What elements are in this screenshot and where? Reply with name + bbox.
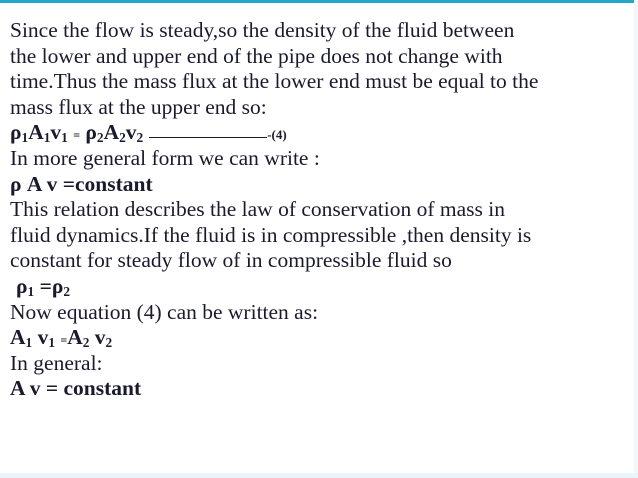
equals-sign: = bbox=[60, 333, 68, 348]
text-line: In more general form we can write : bbox=[10, 145, 320, 170]
subscript: 2 bbox=[105, 335, 113, 351]
area-symbol: A bbox=[10, 325, 26, 350]
text-line: This relation describes the law of conservation of mass in bbox=[10, 197, 505, 222]
equation-rule bbox=[149, 137, 267, 138]
text-line: fluid dynamics.If the fluid is in compressible ,then density is bbox=[10, 222, 532, 247]
density-equation bbox=[10, 274, 630, 300]
subscript: 2 bbox=[96, 130, 104, 146]
velocity-symbol: v bbox=[50, 120, 62, 145]
equation-4 bbox=[10, 120, 630, 146]
equation-tag: -(4) bbox=[267, 127, 287, 143]
text-line: Now equation (4) can be written as: bbox=[10, 299, 319, 324]
rho-symbol: ρ bbox=[51, 273, 64, 298]
bottom-accent-bar bbox=[0, 473, 638, 478]
text-line: the lower and upper end of the pipe does not change with bbox=[10, 43, 503, 68]
subscript: 1 bbox=[43, 130, 51, 146]
subscript: 1 bbox=[48, 335, 55, 351]
subscript: 2 bbox=[119, 130, 126, 146]
text-line: mass flux at the upper end so: bbox=[10, 94, 267, 119]
text-line: constant for steady flow of in compressible fluid so bbox=[10, 248, 452, 273]
rho-symbol: ρ bbox=[16, 273, 28, 298]
subscript: 1 bbox=[27, 283, 35, 299]
text-line: time.Thus the mass flux at the lower end must be equal to the bbox=[10, 69, 539, 94]
top-accent-bar bbox=[0, 0, 638, 3]
area-velocity-equation bbox=[10, 325, 630, 351]
rho-symbol: ρ bbox=[85, 120, 97, 145]
area-symbol: A bbox=[103, 120, 120, 145]
velocity-symbol: v bbox=[125, 120, 137, 145]
rho-symbol: ρ bbox=[10, 120, 22, 145]
subscript: 2 bbox=[136, 130, 144, 146]
subscript: 2 bbox=[82, 335, 90, 351]
text-line: In general: bbox=[10, 350, 103, 375]
area-symbol: A bbox=[28, 120, 44, 145]
text-line: Since the flow is steady,so the density of the fluid between bbox=[10, 18, 515, 42]
slide-content bbox=[10, 18, 630, 402]
area-symbol: A bbox=[67, 325, 83, 350]
subscript: 2 bbox=[63, 283, 71, 299]
subscript: 1 bbox=[25, 335, 33, 351]
side-accent-bar bbox=[634, 0, 638, 478]
final-equation: A v = constant bbox=[10, 376, 142, 401]
equals-sign: = bbox=[39, 273, 52, 298]
continuity-equation: ρ A v =constant bbox=[10, 171, 153, 196]
subscript: 1 bbox=[61, 130, 68, 146]
equals-sign: = bbox=[73, 128, 81, 143]
velocity-symbol: v bbox=[37, 325, 49, 350]
subscript: 1 bbox=[21, 130, 29, 146]
velocity-symbol: v bbox=[94, 325, 106, 350]
